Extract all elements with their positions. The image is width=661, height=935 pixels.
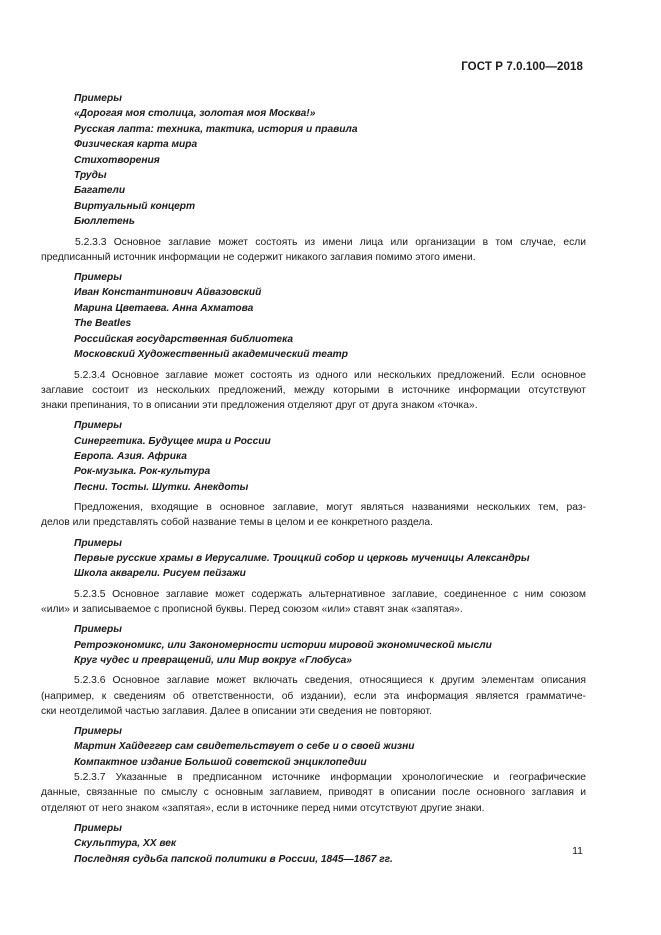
example-item: Школа акварели. Рисуем пейзажи xyxy=(74,568,246,580)
paragraph-5-2-3-7 xyxy=(41,770,586,816)
example-item: Синергетика. Будущее мира и России xyxy=(74,435,271,447)
paragraph-line: ски неотделимой частью заглавия. Далее в описании эти сведения не повторяют. xyxy=(41,705,432,717)
example-item: Российская государственная библиотека xyxy=(74,333,294,345)
standard-header: ГОСТ Р 7.0.100—2018 xyxy=(461,61,583,73)
examples-label: Примеры xyxy=(74,272,122,284)
example-item: Багатели xyxy=(74,185,126,197)
paragraph-line: «или» и записываемое с прописной буквы. Перед союзом «или» ставят знак «запятая». xyxy=(41,603,463,615)
examples-label: Примеры xyxy=(74,537,122,549)
paragraph-line: 5.2.3.6 Основное заглавие может включать сведения, относящиеся к другим элементам описания xyxy=(74,675,586,687)
examples-label: Примеры xyxy=(74,624,122,636)
paragraph-line: 5.2.3.7 Указанные в предписанном источнике информации хронологические и географические xyxy=(74,772,586,784)
paragraph-line: отделяют от него знаком «запятая», если в источнике перед ними отсутствуют другие знаки. xyxy=(41,802,485,814)
example-item: Бюллетень xyxy=(74,216,135,228)
paragraph-sentences xyxy=(41,500,586,530)
paragraph-5-2-3-6 xyxy=(41,673,586,719)
example-item: Виртуальный концерт xyxy=(74,200,196,212)
page-number: 11 xyxy=(572,845,583,857)
paragraph-line: знаки препинания, то в описании эти предложения отделяют друг от друга знаком «точка». xyxy=(41,399,478,411)
example-item: Русская лапта: техника, тактика, история и правила xyxy=(74,123,358,135)
example-item: Рок-музыка. Рок-культура xyxy=(74,466,211,478)
paragraph-line: 5.2.3.4 Основное заглавие может состоять из одного или нескольких предложений. Если основное xyxy=(74,369,586,381)
paragraph-line: 5.2.3.3 Основное заглавие может состоять из имени лица или организации в том случае, если xyxy=(75,236,586,248)
paragraph-line: (например, к сведениям об ответственности, об издании), если эта информация является грамматиче- xyxy=(41,690,586,702)
paragraph-5-2-3-5 xyxy=(41,587,586,617)
example-item: «Дорогая моя столица, золотая моя Москва!» xyxy=(74,108,316,120)
example-item: Физическая карта мира xyxy=(74,139,198,151)
example-item: Иван Константинович Айвазовский xyxy=(74,287,262,299)
examples-label: Примеры xyxy=(74,420,122,432)
examples-label: Примеры xyxy=(74,822,122,834)
paragraph-line: заглавие состоит из нескольких предложений, между которыми в источнике информации отсутствуют xyxy=(41,384,586,396)
paragraph-5-2-3-3 xyxy=(41,235,586,265)
example-item: Мартин Хайдеггер сам свидетельствует о себе и о своей жизни xyxy=(74,741,415,753)
paragraph-line: делов или представлять собой название темы в целом и ее конкретного раздела. xyxy=(41,517,433,529)
page-content xyxy=(41,91,586,867)
paragraph-line: 5.2.3.5 Основное заглавие может содержать альтернативное заглавие, соединенное с ним союзом xyxy=(74,588,586,600)
examples-label: Примеры xyxy=(74,93,122,104)
example-item: Европа. Азия. Африка xyxy=(74,450,187,462)
example-item: Ретроэкономикс, или Закономерности истории мировой экономической мысли xyxy=(74,639,492,651)
example-item: Стихотворения xyxy=(74,154,160,166)
paragraph-line: Предложения, входящие в основное заглавие, могут являться названиями нескольких тем, раз- xyxy=(74,502,586,514)
paragraph-line: данные, связанные по смыслу с основным заглавием, приводят в описании после основного заглавия и xyxy=(41,787,586,799)
example-item: Первые русские храмы в Иерусалиме. Троицкий собор и церковь мученицы Александры xyxy=(74,552,530,564)
paragraph-line: предписанный источник информации не содержит никакого заглавия помимо этого имени. xyxy=(41,251,476,263)
paragraph-5-2-3-4 xyxy=(41,368,586,414)
example-item: Московский Художественный академический театр xyxy=(74,349,348,361)
example-item: Труды xyxy=(74,170,107,182)
example-item: The Beatles xyxy=(74,318,132,330)
example-item: Последняя судьба папской политики в России, 1845—1867 гг. xyxy=(74,853,393,865)
example-item: Круг чудес и превращений, или Мир вокруг «Глобуса» xyxy=(74,654,352,666)
example-item: Марина Цветаева. Анна Ахматова xyxy=(74,302,254,314)
example-item: Скульптура, XX век xyxy=(74,838,177,850)
example-item: Песни. Тосты. Шутки. Анекдоты xyxy=(74,481,249,493)
example-item: Компактное издание Большой советской энциклопедии xyxy=(74,756,367,768)
examples-label: Примеры xyxy=(74,726,122,737)
